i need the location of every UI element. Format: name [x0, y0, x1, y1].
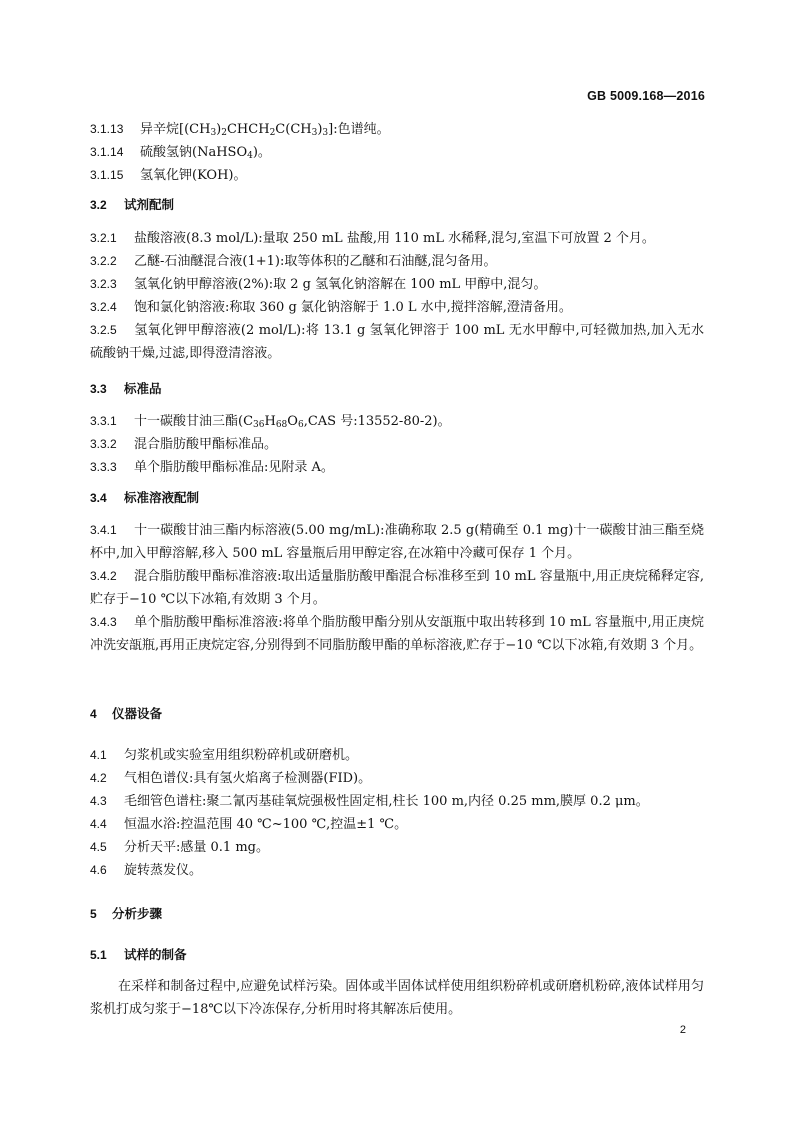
- section-title: 标准品: [124, 381, 162, 396]
- item-text: 十一碳酸甘油三酯内标溶液(5.00 mg/mL):准确称取 2.5 g(精确至 0.1 mg)十一碳酸甘油三酯至烧杯中,加入甲醇溶解,移入 500 mL 容量瓶后用甲醇定容,在冰箱中冷藏可保存 1 个月。: [90, 523, 704, 561]
- item-number: 3.2.3: [90, 277, 117, 291]
- item-3-4-2: [90, 565, 704, 611]
- section-title: 试样的制备: [124, 947, 187, 962]
- item-number: 3.4.1: [90, 523, 117, 537]
- item-text: 恒温水浴:控温范围 40 ℃~100 ℃,控温±1 ℃。: [124, 817, 408, 832]
- item-text: 混合脂肪酸甲酯标准溶液:取出适量脂肪酸甲酯混合标准移至到 10 mL 容量瓶中,用正庚烷稀释定容,贮存于−10 ℃以下冰箱,有效期 3 个月。: [90, 569, 704, 607]
- item-text: 乙醚-石油醚混合液(1+1):取等体积的乙醚和石油醚,混匀备用。: [134, 254, 497, 269]
- section-title: 仪器设备: [112, 706, 163, 721]
- section-title: 分析步骤: [112, 906, 163, 921]
- item-number: 3.2.4: [90, 300, 117, 314]
- section-title: 标准溶液配制: [124, 490, 200, 505]
- item-number: 3.2.5: [90, 323, 117, 337]
- item-4-3: [90, 790, 704, 813]
- item-number: 3.4.2: [90, 569, 117, 583]
- item-text: 氢氧化钠甲醇溶液(2%):取 2 g 氢氧化钠溶解在 100 mL 甲醇中,混匀。: [134, 277, 547, 292]
- item-3-2-4: [90, 296, 704, 319]
- item-text: 氢氧化钾(KOH)。: [140, 168, 247, 183]
- item-number: 4.4: [90, 817, 107, 831]
- item-4-1: [90, 744, 704, 767]
- paragraph-5-1: 在采样和制备过程中,应避免试样污染。固体或半固体试样使用组织粉碎机或研磨机粉碎,液体试样用匀浆机打成匀浆于−18℃以下冷冻保存,分析用时将其解冻后使用。: [90, 979, 704, 1017]
- standard-code: GB 5009.168—2016: [587, 89, 705, 103]
- item-3-1-15: [90, 164, 704, 187]
- item-text: 单个脂肪酸甲酯标准品:见附录 A。: [134, 460, 334, 475]
- item-number: 3.2.2: [90, 254, 117, 268]
- item-number: 4.3: [90, 794, 107, 808]
- item-text: 混合脂肪酸甲酯标准品。: [134, 437, 278, 452]
- item-4-5: [90, 836, 704, 859]
- item-3-3-1: 3.3.1 十一碳酸甘油三酯($C_{36}H_{68}O_6,CAS$ 号:13552-80-2)。: [90, 410, 704, 433]
- item-number: 3.2.1: [90, 231, 117, 245]
- item-number: 4.2: [90, 771, 107, 785]
- item-number: 3.3.1: [90, 414, 117, 428]
- item-number: 3.1.14: [90, 145, 124, 159]
- section-heading-3-4: 3.4 标准溶液配制: [90, 490, 200, 505]
- item-4-2: [90, 767, 704, 790]
- item-text: 盐酸溶液(8.3 mol/L):量取 250 mL 盐酸,用 110 mL 水稀释,混匀,室温下可放置 2 个月。: [134, 231, 655, 246]
- item-text: 气相色谱仪:具有氢火焰离子检测器(FID)。: [124, 771, 372, 786]
- item-text: 氢氧化钾甲醇溶液(2 mol/L):将 13.1 g 氢氧化钾溶于 100 mL 无水甲醇中,可轻微加热,加入无水硫酸钠干燥,过滤,即得澄清溶液。: [90, 323, 704, 361]
- item-3-2-5: [90, 319, 704, 365]
- item-number: 4.1: [90, 748, 107, 762]
- item-number: 3.1.13: [90, 122, 124, 136]
- item-3-1-13: 3.1.13 异辛烷$[(CH_3)_2CHCH_2C(CH_3)_3]$:色谱纯。: [90, 118, 704, 141]
- item-3-2-2: [90, 250, 704, 273]
- section-heading-5: 5 分析步骤: [90, 906, 163, 921]
- item-number: 4.6: [90, 863, 107, 877]
- section-heading-4: 4 仪器设备: [90, 706, 163, 721]
- item-number: 4.5: [90, 840, 107, 854]
- item-text: 单个脂肪酸甲酯标准溶液:将单个脂肪酸甲酯分别从安瓿瓶中取出转移到 10 mL 容量瓶中,用正庚烷冲洗安瓿瓶,再用正庚烷定容,分别得到不同脂肪酸甲酯的单标溶液,贮存于−10 ℃以下冰箱,有效期 3 个月。: [90, 615, 704, 653]
- item-3-1-14: 3.1.14 硫酸氢钠(NaHSO$_4$)。: [90, 141, 704, 164]
- item-3-3-2: [90, 433, 704, 456]
- item-3-3-3: [90, 456, 704, 479]
- item-3-2-1: [90, 227, 704, 250]
- item-number: 3.1.15: [90, 168, 124, 182]
- item-text: 分析天平:感量 0.1 mg。: [124, 840, 269, 855]
- section-heading-3-2: 3.2 试剂配制: [90, 197, 175, 212]
- item-3-2-3: [90, 273, 704, 296]
- section-title: 试剂配制: [124, 197, 175, 212]
- item-number: 3.3.2: [90, 437, 117, 451]
- section-heading-3-3: 3.3 标准品: [90, 381, 162, 396]
- item-3-4-3: [90, 611, 704, 657]
- section-heading-5-1: 5.1 试样的制备: [90, 947, 187, 962]
- item-4-4: [90, 813, 704, 836]
- item-4-6: [90, 859, 704, 882]
- item-text: 毛细管色谱柱:聚二氰丙基硅氧烷强极性固定相,柱长 100 m,内径 0.25 mm,膜厚 0.2 μm。: [124, 794, 649, 809]
- item-text: 饱和氯化钠溶液:称取 360 g 氯化钠溶解于 1.0 L 水中,搅拌溶解,澄清备用。: [134, 300, 572, 315]
- item-number: 3.4.3: [90, 615, 117, 629]
- item-3-4-1: [90, 519, 704, 565]
- item-text: 旋转蒸发仪。: [124, 863, 203, 878]
- item-text: 匀浆机或实验室用组织粉碎机或研磨机。: [124, 748, 359, 763]
- item-number: 3.3.3: [90, 460, 117, 474]
- page-number: 2: [679, 1024, 686, 1036]
